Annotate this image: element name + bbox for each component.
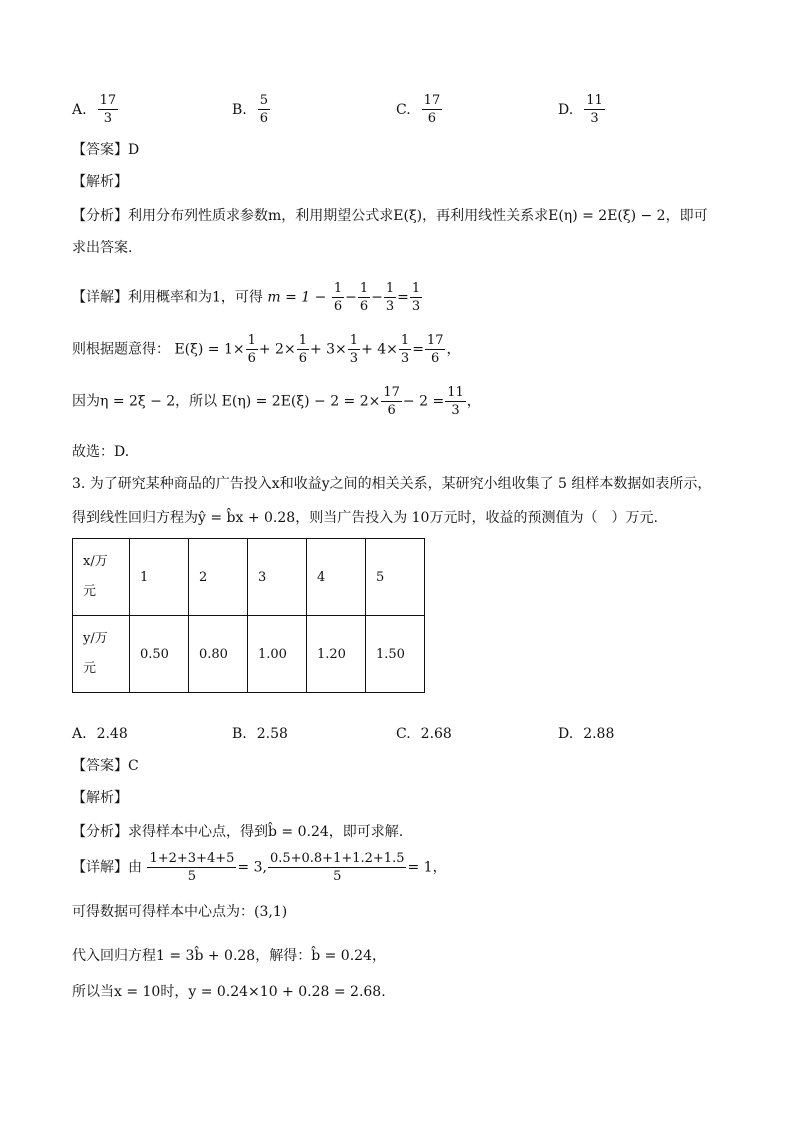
table-cell: 4 [307, 539, 366, 616]
fraction: $\frac{0.5+0.8+1+1.2+1.5}{5}$ [269, 851, 405, 884]
table-cell: 1.50 [366, 616, 425, 693]
table-cell: 2 [189, 539, 248, 616]
fraction: $\frac{1}{6}$ [247, 333, 256, 366]
detail-line-expectation: 则根据题意得： E(ξ) = 1× $\frac{1}{6}$ + 2× $\frac{1}{6}$ + 3× $\frac{1}{3}$ + 4× $\frac{1}{3}$ = $\frac{17}{6}$ ， [72, 333, 461, 366]
fraction: $\frac{1}{6}$ [298, 333, 307, 366]
option-d: D. $\frac{11}{3}$ [558, 93, 603, 126]
detail-line-eta: 因为η = 2ξ − 2，所以 E(η) = 2E(ξ) − 2 = 2× $\frac{17}{6}$ − 2 = $\frac{11}{3}$ ， [72, 385, 481, 418]
substitute-text: 代入回归方程1 = 3b̂ + 0.28，解得：b̂ = 0.24， [72, 948, 386, 964]
fraction: $\frac{5}{6}$ [259, 93, 269, 126]
answer-label: 【答案】D [72, 142, 140, 158]
question-3-stem: 3. 为了研究某种商品的广告投入x和收益y之间的相关关系，某研究小组收集了 5 组样本数据如表所示， [72, 476, 712, 492]
analysis-label: 【解析】 [72, 174, 128, 190]
data-table [72, 538, 425, 693]
answer-label: 【答案】C [72, 758, 139, 774]
option-c: C. 2.68 [396, 726, 452, 742]
table-cell: 0.50 [130, 616, 189, 693]
option-b: B. $\frac{5}{6}$ [232, 93, 269, 126]
table-cell: 5 [366, 539, 425, 616]
detail-line-means: 【详解】由 $\frac{1+2+3+4+5}{5}$ = 3, $\frac{0.5+0.8+1+1.2+1.5}{5}$ = 1， [72, 851, 447, 884]
fraction: $\frac{1+2+3+4+5}{5}$ [149, 851, 235, 884]
fraction: $\frac{1}{3}$ [411, 281, 421, 314]
table-cell: 3 [248, 539, 307, 616]
option-a: A. 2.48 [72, 726, 128, 742]
table-cell: 1.00 [248, 616, 307, 693]
option-d: D. 2.88 [558, 726, 615, 742]
fraction: $\frac{1}{3}$ [385, 281, 395, 314]
fraction: $\frac{11}{3}$ [586, 93, 603, 126]
fraction: $\frac{1}{3}$ [400, 333, 410, 366]
fraction: $\frac{1}{6}$ [333, 281, 343, 314]
analysis-label: 【解析】 [72, 790, 128, 806]
analysis-text-cont: 求出答案. [72, 240, 133, 256]
fraction: $\frac{17}{6}$ [423, 93, 441, 126]
option-c: C. $\frac{17}{6}$ [396, 93, 441, 126]
analysis-text: 【分析】求得样本中心点，得到b̂ = 0.24，即可求解. [72, 824, 404, 840]
table-cell: 1.20 [307, 616, 366, 693]
analysis-text: 【分析】利用分布列性质求参数m，利用期望公式求E(ξ)，再利用线性关系求E(η) = 2E(ξ) − 2，即可 [72, 208, 708, 224]
detail-line-m: 【详解】利用概率和为1，可得 m = 1 − $\frac{1}{6}$ − $\frac{1}{6}$ − $\frac{1}{3}$ = $\frac{1}{3}$ [72, 281, 421, 314]
table-cell: 0.80 [189, 616, 248, 693]
final-text: 所以当x = 10时，y = 0.24×10 + 0.28 = 2.68. [72, 984, 386, 1000]
table-cell: 1 [130, 539, 189, 616]
table-row-header: y/万 元 [73, 616, 130, 693]
table-row [73, 616, 425, 693]
option-a: A. $\frac{17}{3}$ [72, 93, 117, 126]
fraction: $\frac{1}{3}$ [349, 333, 359, 366]
option-b: B. 2.58 [232, 726, 288, 742]
table-row [73, 539, 425, 616]
conclusion-text: 故选：D. [72, 444, 130, 460]
fraction: $\frac{17}{6}$ [426, 333, 444, 366]
fraction: $\frac{11}{3}$ [447, 385, 464, 418]
center-point-text: 可得数据可得样本中心点为：(3,1) [72, 904, 288, 920]
fraction: $\frac{17}{6}$ [383, 385, 400, 418]
question-3-stem-cont: 得到线性回归方程为ŷ = b̂x + 0.28，则当广告投入为 10万元时，收益的预测值为（ ）万元. [72, 510, 658, 526]
table-row-header: x/万 元 [73, 539, 130, 616]
fraction: $\frac{1}{6}$ [359, 281, 369, 314]
fraction: $\frac{17}{3}$ [99, 93, 117, 126]
